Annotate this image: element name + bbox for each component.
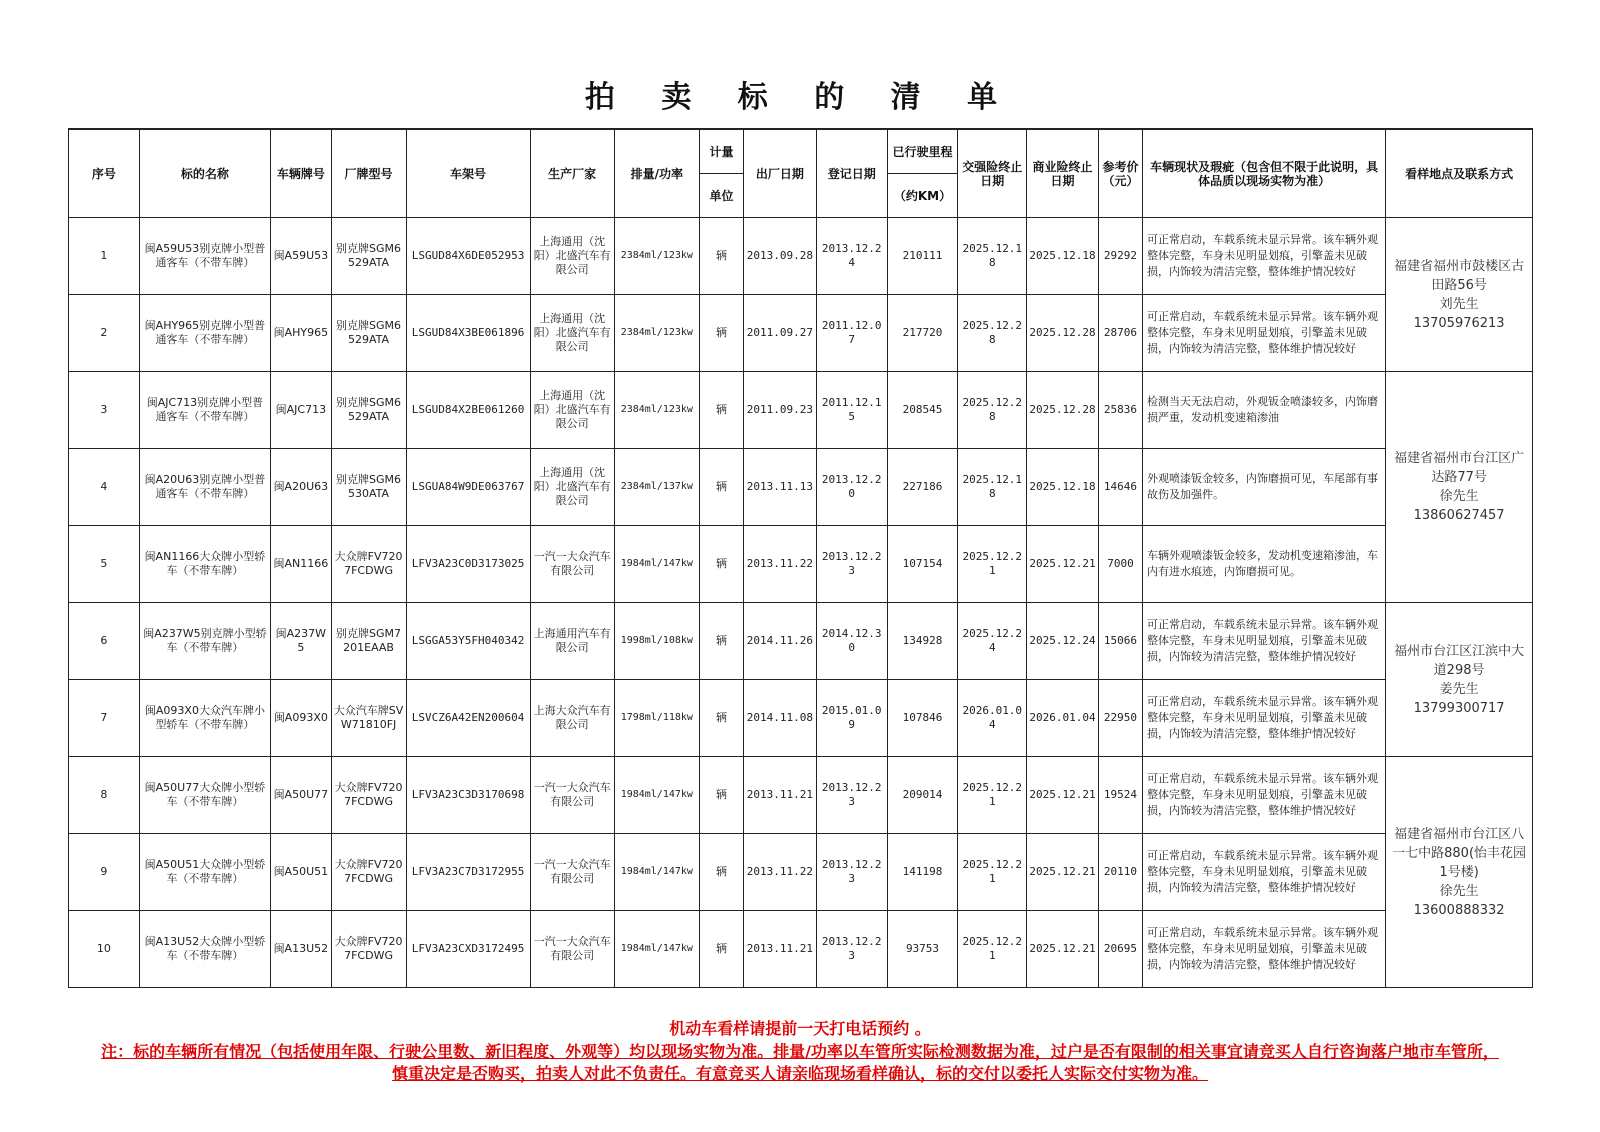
page-title: 拍 卖 标 的 清 单 (584, 80, 1016, 115)
cell-mileage: 227186 (887, 449, 958, 526)
cell-unit: 辆 (699, 526, 743, 603)
cell-mileage: 134928 (887, 603, 958, 680)
cell-displacement: 2384ml/123kw (614, 372, 699, 449)
header-mileage-bottom: （约KM） (887, 174, 958, 218)
table-row (69, 526, 1533, 603)
cell-reg-date: 2011.12.07 (816, 295, 887, 372)
cell-maker: 一汽一大众汽车有限公司 (530, 757, 614, 834)
cell-reg-date: 2013.12.23 (816, 911, 887, 988)
header-commercial-ins: 商业险终止日期 (1027, 129, 1099, 218)
header-price: 参考价（元） (1098, 129, 1142, 218)
cell-maker: 上海通用汽车有限公司 (530, 603, 614, 680)
cell-vin: LSGUD84X6DE052953 (406, 218, 530, 295)
cell-maker: 一汽一大众汽车有限公司 (530, 834, 614, 911)
header-vin: 车架号 (406, 129, 530, 218)
location-contact: 姜先生 (1439, 681, 1479, 697)
cell-name: 闽A20U63别克牌小型普通客车（不带车牌） (139, 449, 270, 526)
cell-plate: 闽AHY965 (271, 295, 332, 372)
cell-location-3 (1386, 603, 1533, 757)
cell-factory-date: 2011.09.23 (744, 372, 817, 449)
cell-plate: 闽A50U51 (271, 834, 332, 911)
table-row (69, 449, 1533, 526)
cell-unit: 辆 (699, 680, 743, 757)
header-plate: 车辆牌号 (271, 129, 332, 218)
table-row (69, 218, 1533, 295)
cell-plate: 闽A20U63 (271, 449, 332, 526)
cell-maker: 上海大众汽车有限公司 (530, 680, 614, 757)
cell-displacement: 1984ml/147kw (614, 834, 699, 911)
table-row (69, 834, 1533, 911)
cell-vin: LSGUD84X3BE061896 (406, 295, 530, 372)
cell-plate: 闽AJC713 (271, 372, 332, 449)
cell-commercial-ins: 2025.12.28 (1027, 295, 1099, 372)
cell-vin: LFV3A23C3D3170698 (406, 757, 530, 834)
cell-name: 闽A59U53别克牌小型普通客车（不带车牌） (139, 218, 270, 295)
location-contact: 徐先生 (1439, 489, 1479, 504)
cell-seq: 6 (69, 603, 140, 680)
header-mileage-top: 已行驶里程 (887, 129, 958, 174)
cell-vin: LFV3A23C0D3173025 (406, 526, 530, 603)
cell-vin: LSVCZ6A42EN200604 (406, 680, 530, 757)
cell-compulsory-ins: 2025.12.21 (958, 757, 1027, 834)
cell-seq: 4 (69, 449, 140, 526)
cell-price: 15066 (1098, 603, 1142, 680)
header-location: 看样地点及联系方式 (1386, 129, 1533, 218)
cell-mileage: 141198 (887, 834, 958, 911)
cell-factory-date: 2013.11.13 (744, 449, 817, 526)
cell-seq: 8 (69, 757, 140, 834)
cell-displacement: 1984ml/147kw (614, 526, 699, 603)
cell-displacement: 2384ml/137kw (614, 449, 699, 526)
cell-maker: 上海通用（沈阳）北盛汽车有限公司 (530, 372, 614, 449)
cell-model: 别克牌SGM6529ATA (331, 372, 406, 449)
appointment-note: 机动车看样请提前一天打电话预约 。 (669, 1019, 931, 1038)
cell-reg-date: 2013.12.23 (816, 526, 887, 603)
cell-price: 20695 (1098, 911, 1142, 988)
cell-mileage: 93753 (887, 911, 958, 988)
cell-reg-date: 2013.12.20 (816, 449, 887, 526)
cell-model: 别克牌SGM6529ATA (331, 295, 406, 372)
cell-maker: 上海通用（沈阳）北盛汽车有限公司 (530, 295, 614, 372)
table-row (69, 757, 1533, 834)
cell-seq: 9 (69, 834, 140, 911)
cell-commercial-ins: 2025.12.21 (1027, 834, 1099, 911)
cell-compulsory-ins: 2025.12.24 (958, 603, 1027, 680)
cell-name: 闽A50U77大众牌小型轿车（不带车牌） (139, 757, 270, 834)
cell-name: 闽A50U51大众牌小型轿车（不带车牌） (139, 834, 270, 911)
cell-factory-date: 2011.09.27 (744, 295, 817, 372)
header-unit-bottom: 单位 (699, 174, 743, 218)
cell-unit: 辆 (699, 757, 743, 834)
cell-vin: LFV3A23CXD3172495 (406, 911, 530, 988)
cell-maker: 上海通用（沈阳）北盛汽车有限公司 (530, 218, 614, 295)
cell-model: 大众牌FV7207FCDWG (331, 526, 406, 603)
cell-price: 19524 (1098, 757, 1142, 834)
cell-commercial-ins: 2025.12.18 (1027, 449, 1099, 526)
cell-factory-date: 2013.11.21 (744, 911, 817, 988)
cell-seq: 5 (69, 526, 140, 603)
cell-condition: 可正常启动，车载系统未显示异常。该车辆外观整体完整，车身未见明显划痕，引擎盖未见破损，内饰较为清洁完整，整体维护情况较好 (1143, 295, 1386, 372)
cell-displacement: 2384ml/123kw (614, 295, 699, 372)
cell-name: 闽A093X0大众汽车牌小型轿车（不带车牌） (139, 680, 270, 757)
cell-factory-date: 2013.11.22 (744, 526, 817, 603)
cell-vin: LSGUD84X2BE061260 (406, 372, 530, 449)
cell-condition: 车辆外观喷漆钣金较多，发动机变速箱渗油，车内有进水痕迹，内饰磨损可见。 (1143, 526, 1386, 603)
cell-unit: 辆 (699, 218, 743, 295)
cell-name: 闽AN1166大众牌小型轿车（不带车牌） (139, 526, 270, 603)
cell-name: 闽AHY965别克牌小型普通客车（不带车牌） (139, 295, 270, 372)
cell-model: 别克牌SGM6529ATA (331, 218, 406, 295)
header-model: 厂牌型号 (331, 129, 406, 218)
cell-condition: 可正常启动，车载系统未显示异常。该车辆外观整体完整，车身未见明显划痕，引擎盖未见破损，内饰较为清洁完整，整体维护情况较好 (1143, 911, 1386, 988)
cell-condition: 检测当天无法启动，外观钣金喷漆较多，内饰磨损严重，发动机变速箱渗油 (1143, 372, 1386, 449)
cell-mileage: 217720 (887, 295, 958, 372)
cell-displacement: 1798ml/118kw (614, 680, 699, 757)
cell-commercial-ins: 2025.12.21 (1027, 757, 1099, 834)
cell-displacement: 1998ml/108kw (614, 603, 699, 680)
cell-mileage: 210111 (887, 218, 958, 295)
cell-reg-date: 2015.01.09 (816, 680, 887, 757)
cell-factory-date: 2013.09.28 (744, 218, 817, 295)
header-displacement: 排量/功率 (614, 129, 699, 218)
location-address: 福建省福州市鼓楼区古田路56号 (1394, 258, 1525, 293)
cell-compulsory-ins: 2025.12.21 (958, 834, 1027, 911)
cell-compulsory-ins: 2026.01.04 (958, 680, 1027, 757)
cell-vin: LSGUA84W9DE063767 (406, 449, 530, 526)
cell-compulsory-ins: 2025.12.21 (958, 911, 1027, 988)
cell-commercial-ins: 2026.01.04 (1027, 680, 1099, 757)
cell-factory-date: 2013.11.21 (744, 757, 817, 834)
location-phone: 13600888332 (1413, 902, 1505, 918)
cell-commercial-ins: 2025.12.24 (1027, 603, 1099, 680)
cell-compulsory-ins: 2025.12.18 (958, 218, 1027, 295)
header-maker: 生产厂家 (530, 129, 614, 218)
cell-condition: 可正常启动，车载系统未显示异常。该车辆外观整体完整，车身未见明显划痕，引擎盖未见破损，内饰较为清洁完整，整体维护情况较好 (1143, 218, 1386, 295)
cell-mileage: 107154 (887, 526, 958, 603)
cell-compulsory-ins: 2025.12.28 (958, 372, 1027, 449)
location-address: 福建省福州市台江区八一七中路880(怡丰花园1号楼) (1392, 826, 1527, 880)
cell-location-1 (1386, 218, 1533, 372)
cell-factory-date: 2014.11.26 (744, 603, 817, 680)
cell-unit: 辆 (699, 911, 743, 988)
header-name: 标的名称 (139, 129, 270, 218)
cell-seq: 3 (69, 372, 140, 449)
cell-reg-date: 2013.12.23 (816, 834, 887, 911)
cell-displacement: 2384ml/123kw (614, 218, 699, 295)
cell-price: 29292 (1098, 218, 1142, 295)
cell-compulsory-ins: 2025.12.28 (958, 295, 1027, 372)
cell-condition: 外观喷漆钣金较多，内饰磨损可见，车尾部有事故伤及加强件。 (1143, 449, 1386, 526)
cell-name: 闽AJC713别克牌小型普通客车（不带车牌） (139, 372, 270, 449)
cell-model: 大众牌FV7207FCDWG (331, 757, 406, 834)
cell-mileage: 208545 (887, 372, 958, 449)
table-row (69, 372, 1533, 449)
cell-price: 7000 (1098, 526, 1142, 603)
cell-reg-date: 2013.12.23 (816, 757, 887, 834)
header-seq: 序号 (69, 129, 140, 218)
cell-displacement: 1984ml/147kw (614, 757, 699, 834)
cell-displacement: 1984ml/147kw (614, 911, 699, 988)
cell-factory-date: 2013.11.22 (744, 834, 817, 911)
cell-plate: 闽A093X0 (271, 680, 332, 757)
cell-price: 25836 (1098, 372, 1142, 449)
cell-commercial-ins: 2025.12.21 (1027, 911, 1099, 988)
cell-reg-date: 2014.12.30 (816, 603, 887, 680)
cell-mileage: 209014 (887, 757, 958, 834)
cell-model: 大众牌FV7207FCDWG (331, 834, 406, 911)
location-phone: 13705976213 (1413, 315, 1505, 331)
cell-plate: 闽A50U77 (271, 757, 332, 834)
cell-location-2 (1386, 372, 1533, 603)
cell-seq: 10 (69, 911, 140, 988)
cell-model: 大众牌FV7207FCDWG (331, 911, 406, 988)
cell-mileage: 107846 (887, 680, 958, 757)
cell-compulsory-ins: 2025.12.21 (958, 526, 1027, 603)
cell-commercial-ins: 2025.12.21 (1027, 526, 1099, 603)
table-row (69, 680, 1533, 757)
cell-plate: 闽A237W5 (271, 603, 332, 680)
cell-maker: 一汽一大众汽车有限公司 (530, 911, 614, 988)
header-condition: 车辆现状及瑕疵（包含但不限于此说明，具体品质以现场实物为准） (1143, 129, 1386, 218)
cell-compulsory-ins: 2025.12.18 (958, 449, 1027, 526)
cell-unit: 辆 (699, 372, 743, 449)
cell-plate: 闽A59U53 (271, 218, 332, 295)
cell-condition: 可正常启动，车载系统未显示异常。该车辆外观整体完整，车身未见明显划痕，引擎盖未见破损，内饰较为清洁完整，整体维护情况较好 (1143, 603, 1386, 680)
cell-unit: 辆 (699, 834, 743, 911)
header-row (69, 129, 1533, 174)
auction-table (68, 128, 1533, 988)
cell-plate: 闽A13U52 (271, 911, 332, 988)
location-address: 福建省福州市台江区广达路77号 (1394, 451, 1525, 485)
table-row (69, 295, 1533, 372)
cell-factory-date: 2014.11.08 (744, 680, 817, 757)
cell-vin: LSGGA53Y5FH040342 (406, 603, 530, 680)
cell-price: 28706 (1098, 295, 1142, 372)
location-contact: 徐先生 (1439, 883, 1479, 899)
cell-name: 闽A237W5别克牌小型轿车（不带车牌） (139, 603, 270, 680)
cell-maker: 上海通用（沈阳）北盛汽车有限公司 (530, 449, 614, 526)
cell-model: 别克牌SGM6530ATA (331, 449, 406, 526)
header-factory-date: 出厂日期 (744, 129, 817, 218)
cell-commercial-ins: 2025.12.18 (1027, 218, 1099, 295)
cell-condition: 可正常启动，车载系统未显示异常。该车辆外观整体完整，车身未见明显划痕，引擎盖未见破损，内饰较为清洁完整，整体维护情况较好 (1143, 680, 1386, 757)
cell-name: 闽A13U52大众牌小型轿车（不带车牌） (139, 911, 270, 988)
table-row (69, 911, 1533, 988)
cell-vin: LFV3A23C7D3172955 (406, 834, 530, 911)
location-address: 福州市台江区江滨中大道298号 (1394, 643, 1525, 678)
cell-location-4 (1386, 757, 1533, 988)
header-compulsory-ins: 交强险终止日期 (958, 129, 1027, 218)
header-unit-top: 计量 (699, 129, 743, 174)
location-phone: 13860627457 (1413, 508, 1505, 523)
header-reg-date: 登记日期 (816, 129, 887, 218)
cell-model: 大众汽车牌SVW71810FJ (331, 680, 406, 757)
location-phone: 13799300717 (1413, 700, 1505, 716)
cell-reg-date: 2011.12.15 (816, 372, 887, 449)
cell-plate: 闽AN1166 (271, 526, 332, 603)
cell-price: 14646 (1098, 449, 1142, 526)
cell-commercial-ins: 2025.12.28 (1027, 372, 1099, 449)
cell-price: 22950 (1098, 680, 1142, 757)
cell-unit: 辆 (699, 603, 743, 680)
cell-unit: 辆 (699, 295, 743, 372)
cell-condition: 可正常启动，车载系统未显示异常。该车辆外观整体完整，车身未见明显划痕，引擎盖未见破损，内饰较为清洁完整，整体维护情况较好 (1143, 834, 1386, 911)
cell-reg-date: 2013.12.24 (816, 218, 887, 295)
table-row (69, 603, 1533, 680)
cell-price: 20110 (1098, 834, 1142, 911)
cell-maker: 一汽一大众汽车有限公司 (530, 526, 614, 603)
cell-unit: 辆 (699, 449, 743, 526)
cell-condition: 可正常启动，车载系统未显示异常。该车辆外观整体完整，车身未见明显划痕，引擎盖未见破损，内饰较为清洁完整，整体维护情况较好 (1143, 757, 1386, 834)
cell-model: 别克牌SGM7201EAAB (331, 603, 406, 680)
cell-seq: 1 (69, 218, 140, 295)
cell-seq: 2 (69, 295, 140, 372)
cell-seq: 7 (69, 680, 140, 757)
disclaimer-note: 注：标的车辆所有情况（包括使用年限、行驶公里数、新旧程度、外观等）均以现场实物为准。排量/功率以车管所实际检测数据为准，过户是否有限制的相关事宜请竞买人自行咨询落户地市车管所，慎重决定是否购买，拍卖人对此不负责任。有意竞买人请亲临现场看样确认，标的交付以委托人实际交付实物为准。 (101, 1042, 1499, 1083)
location-contact: 刘先生 (1439, 296, 1479, 312)
